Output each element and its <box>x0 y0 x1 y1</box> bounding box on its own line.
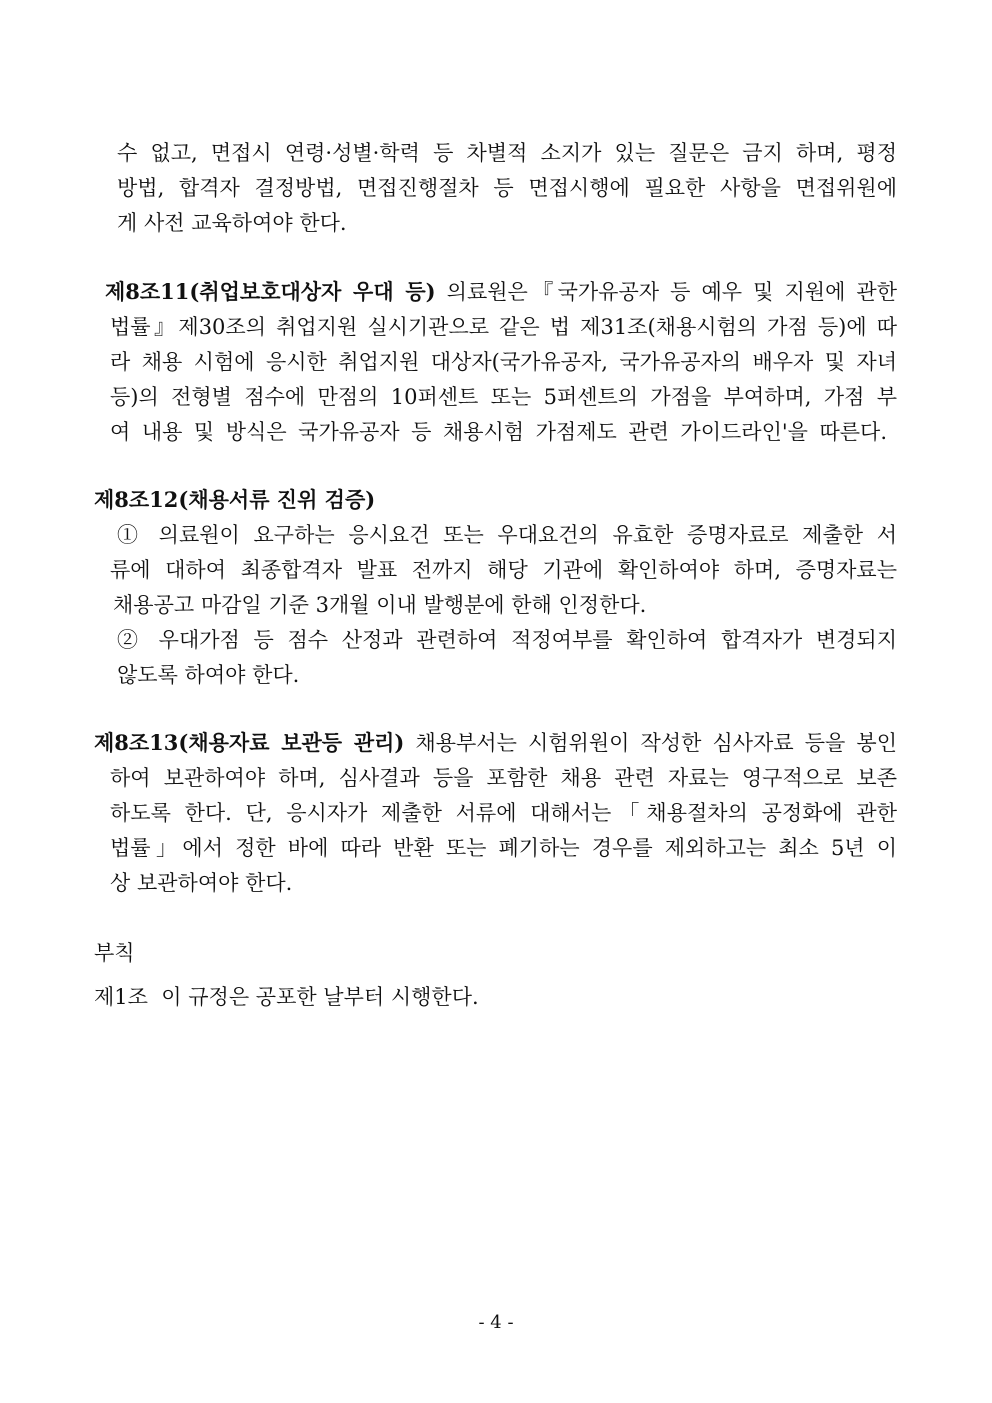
article-8-13-line-2: 하여 보관하여야 하며, 심사결과 등을 포함한 채용 관련 자료는 영구적으로 보존 <box>110 766 897 790</box>
article-8-12-item2-line1: ② 우대가점 등 점수 산정과 관련하여 적정여부를 확인하여 합격자가 변경되지 <box>117 628 897 652</box>
article-8-12-item2-line2: 않도록 하여야 한다. <box>117 663 300 687</box>
article-8-13-first-line <box>94 728 897 758</box>
article-8-11-line-2: 법률』제30조의 취업지원 실시기관으로 같은 법 제31조(채용시험의 가점 등)에 따 <box>110 315 897 339</box>
article-8-12-item1-line2: 류에 대하여 최종합격자 발표 전까지 해당 기관에 확인하여야 하며, 증명자료는 <box>110 558 897 582</box>
article-8-12-item1-line1: ① 의료원이 요구하는 응시요건 또는 우대요건의 유효한 증명자료로 제출한 서 <box>117 523 897 547</box>
page-number: - 4 - <box>478 1312 514 1333</box>
article-8-11-line-5: 여 내용 및 방식은 국가유공자 등 채용시험 가점제도 관련 가이드라인'을 따른다. <box>110 420 887 444</box>
intro-line-1: 수 없고, 면접시 연령·성별·학력 등 차별적 소지가 있는 질문은 금지 하며, 평정 <box>117 141 897 165</box>
addendum-title: 부칙 <box>94 941 135 965</box>
article-8-13-heading: 제8조13(채용자료 보관등 관리) <box>94 730 405 755</box>
intro-line-3: 게 사전 교육하여야 한다. <box>117 211 347 235</box>
article-8-13-first-text: 채용부서는 시험위원이 작성한 심사자료 등을 봉인 <box>404 731 897 755</box>
article-8-11-first-line <box>105 277 897 307</box>
article-8-11-line-4: 등)의 전형별 점수에 만점의 10퍼센트 또는 5퍼센트의 가점을 부여하며, 가점 부 <box>110 385 897 409</box>
article-8-11-heading: 제8조11(취업보호대상자 우대 등) <box>105 279 436 304</box>
article-8-13-line-3: 하도록 한다. 단, 응시자가 제출한 서류에 대해서는「채용절차의 공정화에 관한 <box>110 801 897 825</box>
article-8-12-heading: 제8조12(채용서류 진위 검증) <box>94 487 376 512</box>
article-8-13-line-4: 법률」에서 정한 바에 따라 반환 또는 폐기하는 경우를 제외하고는 최소 5년 이 <box>110 836 897 860</box>
article-8-12-item1-line3: 채용공고 마감일 기준 3개월 이내 발행분에 한해 인정한다. <box>113 593 647 617</box>
article-8-13-line-5: 상 보관하여야 한다. <box>110 871 293 895</box>
article-8-11-first-text: 의료원은『국가유공자 등 예우 및 지원에 관한 <box>435 280 898 304</box>
article-8-11-line-3: 라 채용 시험에 응시한 취업지원 대상자(국가유공자, 국가유공자의 배우자 및 자녀 <box>110 350 897 374</box>
addendum-article-1: 제1조 이 규정은 공포한 날부터 시행한다. <box>94 985 479 1009</box>
intro-line-2: 방법, 합격자 결정방법, 면접진행절차 등 면접시행에 필요한 사항을 면접위원에 <box>117 176 897 200</box>
